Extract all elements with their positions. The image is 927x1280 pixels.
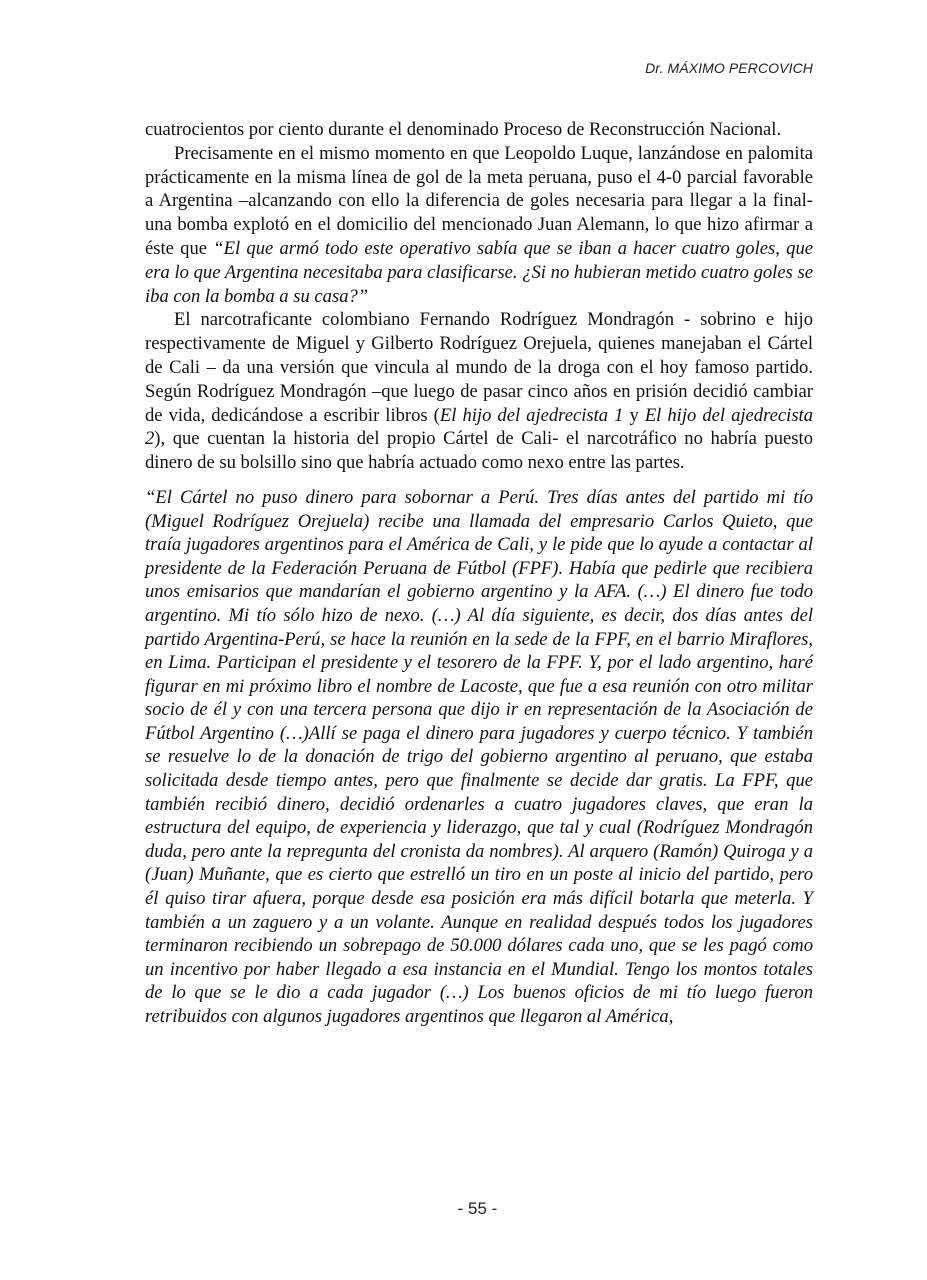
- quote-block: “El Cártel no puso dinero para sobornar a Perú. Tres días antes del partido mi tío (Miguel Rodríguez Orejuela) recibe una llamada del empresario Carlos Quieto, que traía jugadores argentinos para el América de Cali, y le pide que lo ayude a contactar al presidente de la Federación Peruana de Fútbol (FPF). Había que pedirle que recibiera unos emisarios que mandarían el gobierno argentino y la AFA. (…) El dinero fue todo argentino. Mi tío sólo hizo de nexo. (…) Al día siguiente, es decir, dos días antes del partido Argentina-Perú, se hace la reunión en la sede de la FPF, en el barrio Miraflores, en Lima. Participan el presidente y el tesorero de la FPF. Y, por el lado argentino, haré figurar en mi próximo libro el nombre de Lacoste, que fue a esa reunión con otro militar socio de él y con una tercera persona que dijo ir en representación de la Asociación de Fútbol Argentino (…)Allí se paga el dinero para jugadores y cuerpo técnico. Y también se resuelve lo de la donación de trigo del gobierno argentino al peruano, que estaba solicitada desde tiempo antes, pero que finalmente se decide dar gratis. La FPF, que también recibió dinero, decidió ordenarles a cuatro jugadores claves, que eran la estructura del equipo, de experiencia y liderazgo, que tal y cual (Rodríguez Mondragón duda, pero ante la repregunta del cronista da nombres). Al arquero (Ramón) Quiroga y a (Juan) Muñante, que es cierto que estrelló un tiro en un poste al inicio del partido, pero él quiso tirar afuera, porque desde esa posición era más difícil botarla que meterla. Y también a un zaguero y a un volante. Aunque en realidad después todos los jugadores terminaron recibiendo un sobrepago de 50.000 dólares cada uno, que se les pagó como un incentivo por haber llegado a esa instancia en el Mundial. Tengo los montos totales de lo que se le dio a cada jugador (…) Los buenos oficios de mi tío luego fueron retribuidos con algunos jugadores argentinos que llegaron al América,: [145, 486, 813, 1028]
- paragraph-text: El narcotraficante colombiano Fernando Rodríguez Mondragón - sobrino e hijo respectivamente de Miguel y Gilberto Rodríguez Orejuela, quienes manejaban el Cártel de Cali – da una versión que vincula al mundo de la droga con el hoy famoso partido. Según Rodríguez Mondragón –que luego de pasar cinco años en prisión decidió cambiar de vida, dedicándose a escribir libros (: [145, 309, 813, 426]
- paragraph-text: ), que cuentan la historia del propio Cártel de Cali- el narcotráfico no habría puesto dinero de su bolsillo sino que habría actuado como nexo entre las partes.: [145, 428, 813, 474]
- paragraph-luque-bomb: [145, 142, 813, 309]
- page-body: [145, 118, 813, 1029]
- paragraph-mondragon: [145, 308, 813, 475]
- conjunction: y: [623, 404, 645, 426]
- book-title-1: El hijo del ajedrecista 1: [439, 404, 624, 426]
- running-head: Dr. MÁXIMO PERCOVICH: [645, 60, 813, 76]
- paragraph-text: Precisamente en el mismo momento en que Leopoldo Luque, lanzándose en palomita prácticamente en la misma línea de gol de la meta peruana, puso el 4-0 parcial favorable a Argentina –alcanzando con ello la diferencia de goles necesaria para llegar a la final- una bomba explotó en el domicilio del mencionado Juan Alemann, lo que hizo afirmar a éste que: [145, 142, 813, 259]
- page-number: - 55 -: [457, 1199, 498, 1218]
- book-title-2: El hijo del ajedrecista 2: [145, 404, 814, 450]
- inline-quote: “El que armó todo este operativo sabía que se iban a hacer cuatro goles, que era lo que Argentina necesitaba para clasificarse. ¿Si no hubieran metido cuatro goles se iba con la bomba a su casa?”: [145, 237, 813, 307]
- paragraph-continuation: cuatrocientos por ciento durante el denominado Proceso de Reconstrucción Nacional.: [145, 119, 782, 140]
